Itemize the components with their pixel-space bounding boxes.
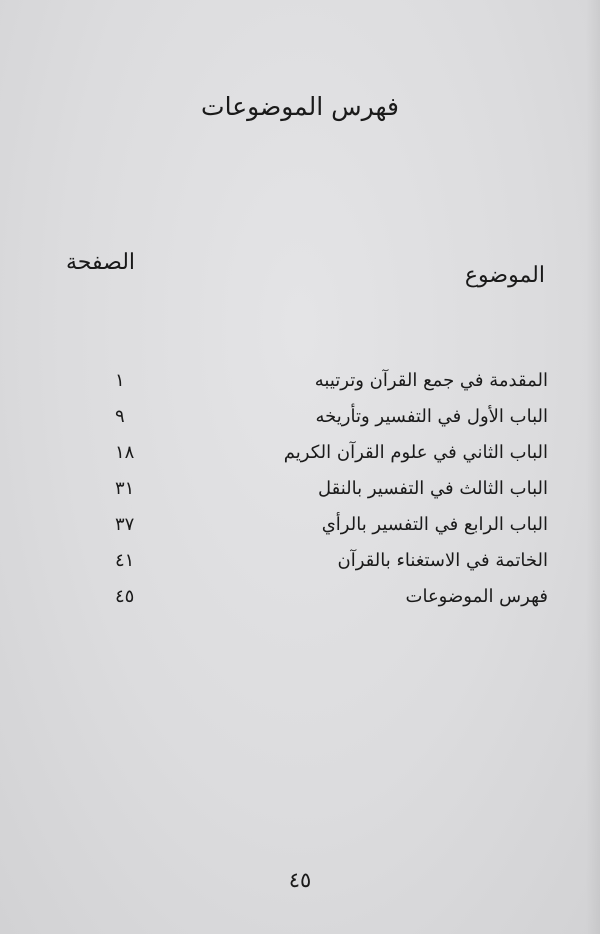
column-header-page: الصفحة xyxy=(66,250,136,275)
toc-entry-title: الباب الثاني في علوم القرآن الكريم xyxy=(283,442,548,463)
page-number: ٤٥ xyxy=(288,868,312,892)
toc-entry-title: الباب الأول في التفسير وتأريخه xyxy=(315,406,548,427)
toc-entry-title: فهرس الموضوعات xyxy=(405,586,548,607)
toc-entry-title: المقدمة في جمع القرآن وترتيبه xyxy=(314,370,548,391)
toc-entry xyxy=(0,442,600,478)
toc-entry-page: ٩ xyxy=(115,406,125,427)
column-header-topic: الموضوع xyxy=(464,263,545,288)
toc-entry-page: ٤١ xyxy=(115,550,135,571)
toc-entry-page: ٣٧ xyxy=(115,514,135,535)
toc-entry-title: الباب الرابع في التفسير بالرأي xyxy=(321,514,548,535)
table-of-contents xyxy=(0,370,600,622)
toc-entry-page: ١ xyxy=(115,370,125,391)
toc-entry-page: ١٨ xyxy=(115,442,135,463)
toc-entry xyxy=(0,370,600,406)
toc-entry xyxy=(0,406,600,442)
page-title: فهرس الموضوعات xyxy=(201,92,399,121)
toc-entry xyxy=(0,586,600,622)
toc-entry-title: الباب الثالث في التفسير بالنقل xyxy=(318,478,548,499)
toc-entry xyxy=(0,550,600,586)
toc-entry-title: الخاتمة في الاستغناء بالقرآن xyxy=(337,550,548,571)
toc-entry-page: ٣١ xyxy=(115,478,135,499)
toc-entry xyxy=(0,478,600,514)
toc-entry xyxy=(0,514,600,550)
toc-entry-page: ٤٥ xyxy=(115,586,135,607)
